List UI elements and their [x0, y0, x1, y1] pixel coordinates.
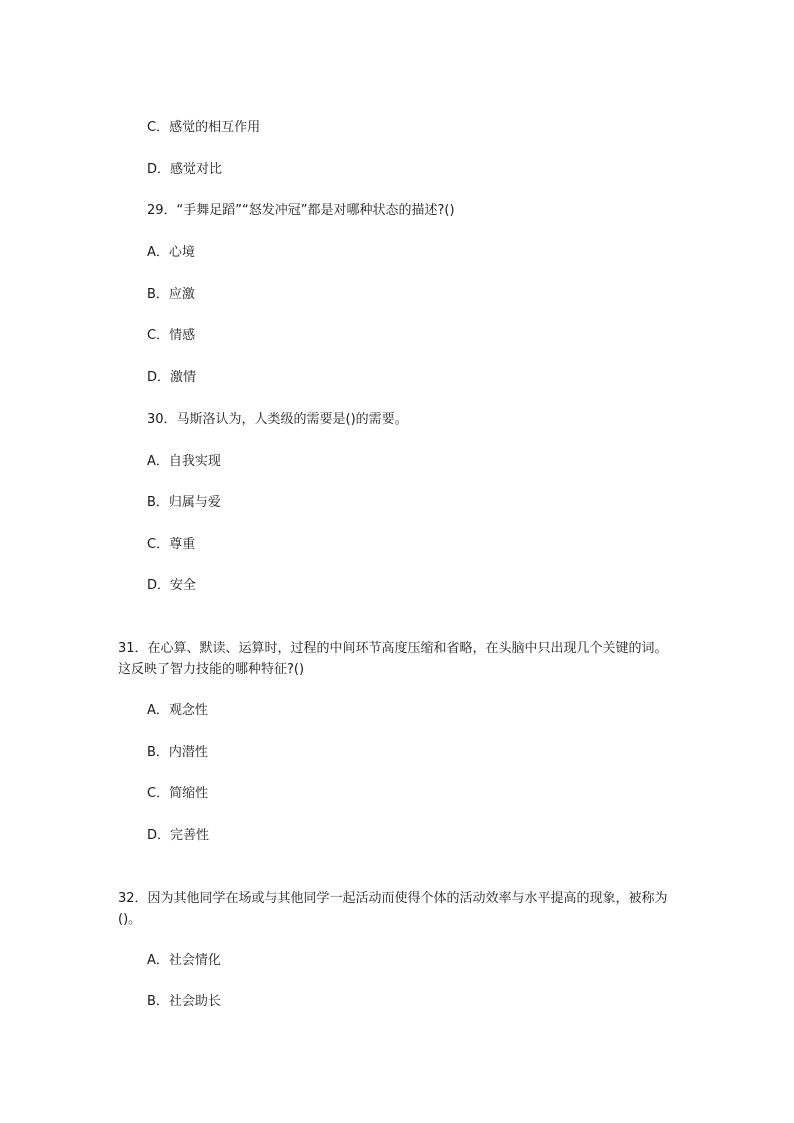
- question-29: 29．“手舞足蹈”“怒发冲冠”都是对哪种状态的描述?(): [147, 203, 455, 218]
- option-b-q29: B．应激: [147, 287, 195, 302]
- question-30: 30．马斯洛认为，人类级的需要是()的需要。: [147, 412, 408, 427]
- option-c-q31: C．简缩性: [147, 786, 209, 801]
- question-32: 32．因为其他同学在场或与其他同学一起活动而使得个体的活动效率与水平提高的现象，被称为()。: [118, 891, 668, 927]
- option-c-q28: C．感觉的相互作用: [147, 120, 261, 135]
- option-d-q28: D．感觉对比: [147, 162, 223, 177]
- option-d-q29: D．激情: [147, 370, 197, 385]
- option-b-q32: B．社会助长: [147, 994, 221, 1009]
- option-b-q31: B．内潜性: [147, 745, 208, 760]
- option-c-q30: C．尊重: [147, 537, 196, 552]
- option-d-q31: D．完善性: [147, 828, 210, 843]
- option-a-q31: A．观念性: [147, 703, 208, 718]
- option-a-q30: A．自我实现: [147, 454, 221, 469]
- option-a-q32: A．社会情化: [147, 953, 221, 968]
- option-b-q30: B．归属与爱: [147, 495, 221, 510]
- option-a-q29: A．心境: [147, 245, 195, 260]
- question-31: 31．在心算、默读、运算时，过程的中间环节高度压缩和省略，在头脑中只出现几个关键的词。这反映了智力技能的哪种特征?(): [118, 641, 668, 677]
- option-d-q30: D．安全: [147, 578, 197, 593]
- option-c-q29: C．情感: [147, 328, 196, 343]
